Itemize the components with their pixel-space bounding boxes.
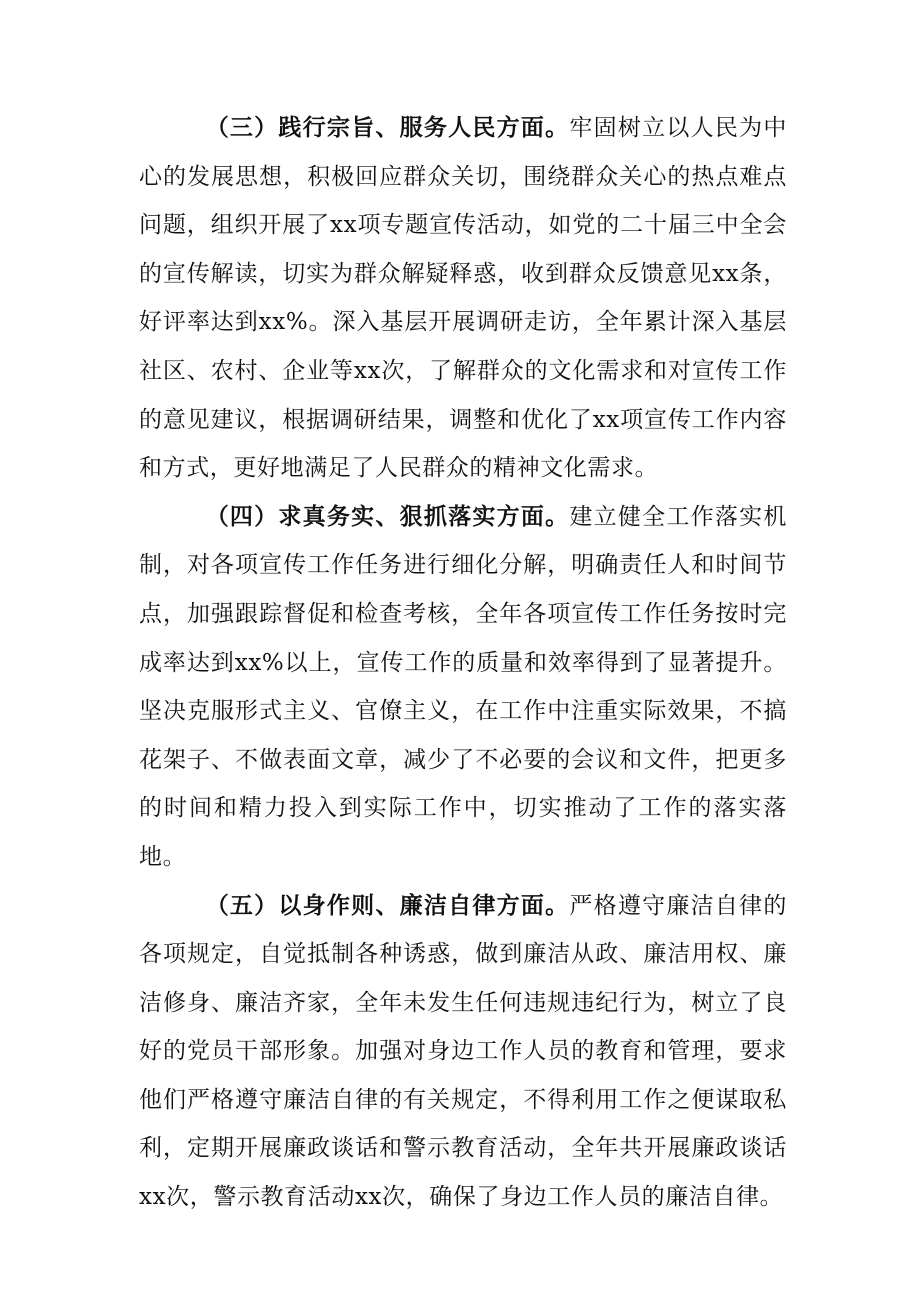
- paragraph-four: [139, 493, 787, 882]
- paragraph-three: [139, 104, 787, 493]
- paragraph-three-text: 牢固树立以人民为中心的发展思想，积极回应群众关切，围绕群众关心的热点难点问题，组织开展了xx项专题宣传活动，如党的二十届三中全会的宣传解读，切实为群众解疑释惑，收到群众反馈意见xx条，好评率达到xx%。深入基层开展调研走访，全年累计深入基层社区、农村、企业等xx次，了解群众的文化需求和对宣传工作的意见建议，根据调研结果，调整和优化了xx项宣传工作内容和方式，更好地满足了人民群众的精神文化需求。: [139, 115, 788, 482]
- paragraph-five-heading: （五）以身作则、廉洁自律方面。: [205, 892, 570, 919]
- paragraph-four-text: 建立健全工作落实机制，对各项宣传工作任务进行细化分解，明确责任人和时间节点，加强跟踪督促和检查考核，全年各项宣传工作任务按时完成率达到xx%以上，宣传工作的质量和效率得到了显著提升。坚决克服形式主义、官僚主义，在工作中注重实际效果，不搞花架子、不做表面文章，减少了不必要的会议和文件，把更多的时间和精力投入到实际工作中，切实推动了工作的落实落地。: [139, 503, 788, 870]
- paragraph-three-heading: （三）践行宗旨、服务人民方面。: [205, 115, 570, 141]
- document-body: [139, 104, 787, 1222]
- paragraph-four-heading: （四）求真务实、狠抓落实方面。: [205, 503, 570, 530]
- paragraph-five: [139, 882, 787, 1222]
- paragraph-five-text: 严格遵守廉洁自律的各项规定，自觉抵制各种诱惑，做到廉洁从政、廉洁用权、廉洁修身、廉洁齐家，全年未发生任何违规违纪行为，树立了良好的党员干部形象。加强对身边工作人员的教育和管理，要求他们严格遵守廉洁自律的有关规定，不得利用工作之便谋取私利，定期开展廉政谈话和警示教育活动，全年共开展廉政谈话xx次，警示教育活动xx次，确保了身边工作人员的廉洁自律。: [139, 892, 788, 1211]
